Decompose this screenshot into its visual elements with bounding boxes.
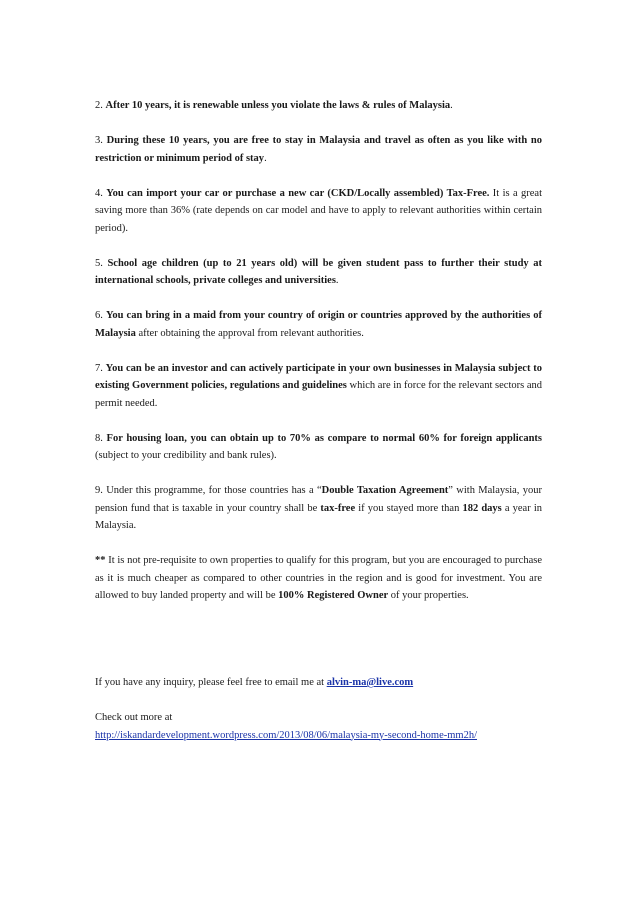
note-paragraph bbox=[95, 552, 542, 605]
text-run: It is not pre-requisite to own properties to qualify for this program, but you are encouraged to purchase as it is much cheaper as compared to other countries in the region and is good for investment. You are allowed to buy landed property and will be bbox=[95, 555, 542, 601]
item-number: 5. bbox=[95, 257, 103, 269]
bold-text: School age children (up to 21 years old) will be given student pass to further their study at international schools, private colleges and universities bbox=[95, 257, 542, 286]
text-run: ” with Malaysia, your pension fund that is taxable in your country shall be bbox=[95, 485, 542, 514]
more-paragraph bbox=[95, 709, 542, 744]
more-label: Check out more at bbox=[95, 712, 173, 723]
bold-text: tax-free bbox=[320, 502, 356, 514]
document-body bbox=[95, 97, 542, 744]
item-number: 4. bbox=[95, 187, 103, 199]
bold-text: You can bring in a maid from your country of origin or countries approved by the authorities of Malaysia bbox=[95, 310, 543, 339]
spacer bbox=[95, 622, 542, 674]
contact-text: If you have any inquiry, please feel free to email me at bbox=[95, 677, 327, 688]
text-run: . bbox=[450, 100, 453, 111]
text-run: which are in force for the relevant sectors and permit needed. bbox=[95, 380, 542, 409]
text-run: of your properties. bbox=[388, 590, 469, 601]
benefit-item bbox=[95, 307, 542, 342]
bold-text: You can be an investor and can actively participate in your own businesses in Malaysia subject to existing Government policies, regulations and guidelines bbox=[95, 362, 542, 391]
item-number: 6. bbox=[95, 310, 103, 321]
bold-text: After 10 years, it is renewable unless you violate the laws & rules of Malaysia bbox=[105, 100, 451, 111]
text-run: Under this programme, for those countries has a “ bbox=[102, 485, 322, 496]
email-link[interactable]: alvin-ma@live.com bbox=[326, 677, 414, 688]
text-run: (subject to your credibility and bank rules). bbox=[95, 450, 277, 461]
text-run: . bbox=[335, 275, 339, 286]
text-run: after obtaining the approval from relevant authorities. bbox=[135, 327, 364, 339]
bold-text: ** bbox=[95, 555, 106, 566]
item-number: 3. bbox=[95, 135, 103, 146]
benefit-item bbox=[95, 97, 542, 115]
bold-text: You can import your car or purchase a new car (CKD/Locally assembled) Tax-Free. bbox=[106, 187, 490, 199]
item-number: 7. bbox=[95, 362, 103, 374]
bold-text: Double Taxation Agreement bbox=[321, 485, 449, 496]
text-run: a year in Malaysia. bbox=[95, 502, 542, 531]
benefit-item bbox=[95, 360, 542, 413]
bold-text: During these 10 years, you are free to stay in Malaysia and travel as often as you like with no restriction or minimum period of stay bbox=[95, 135, 542, 164]
text-run: . bbox=[264, 152, 267, 164]
item-number: 8. bbox=[95, 432, 103, 444]
bold-text: For housing loan, you can obtain up to 70% as compare to normal 60% for foreign applicants bbox=[106, 432, 542, 444]
bold-text: 182 days bbox=[462, 502, 502, 514]
text-run: It is a great saving more than 36% (rate depends on car model and have to apply to relevant authorities within certain period). bbox=[95, 187, 542, 234]
benefit-item bbox=[95, 255, 542, 290]
item-number: 2. bbox=[95, 100, 103, 111]
benefit-item bbox=[95, 132, 542, 167]
benefit-item bbox=[95, 185, 542, 238]
benefits-list bbox=[95, 97, 542, 535]
more-url-link[interactable]: http://iskandardevelopment.wordpress.com/2013/08/06/malaysia-my-second-home-mm2h/ bbox=[95, 729, 478, 741]
bold-text: 100% Registered Owner bbox=[278, 590, 389, 601]
benefit-item bbox=[95, 430, 542, 465]
text-run: if you stayed more than bbox=[355, 502, 463, 514]
item-number: 9. bbox=[95, 485, 103, 496]
contact-paragraph bbox=[95, 674, 542, 692]
benefit-item bbox=[95, 482, 542, 535]
